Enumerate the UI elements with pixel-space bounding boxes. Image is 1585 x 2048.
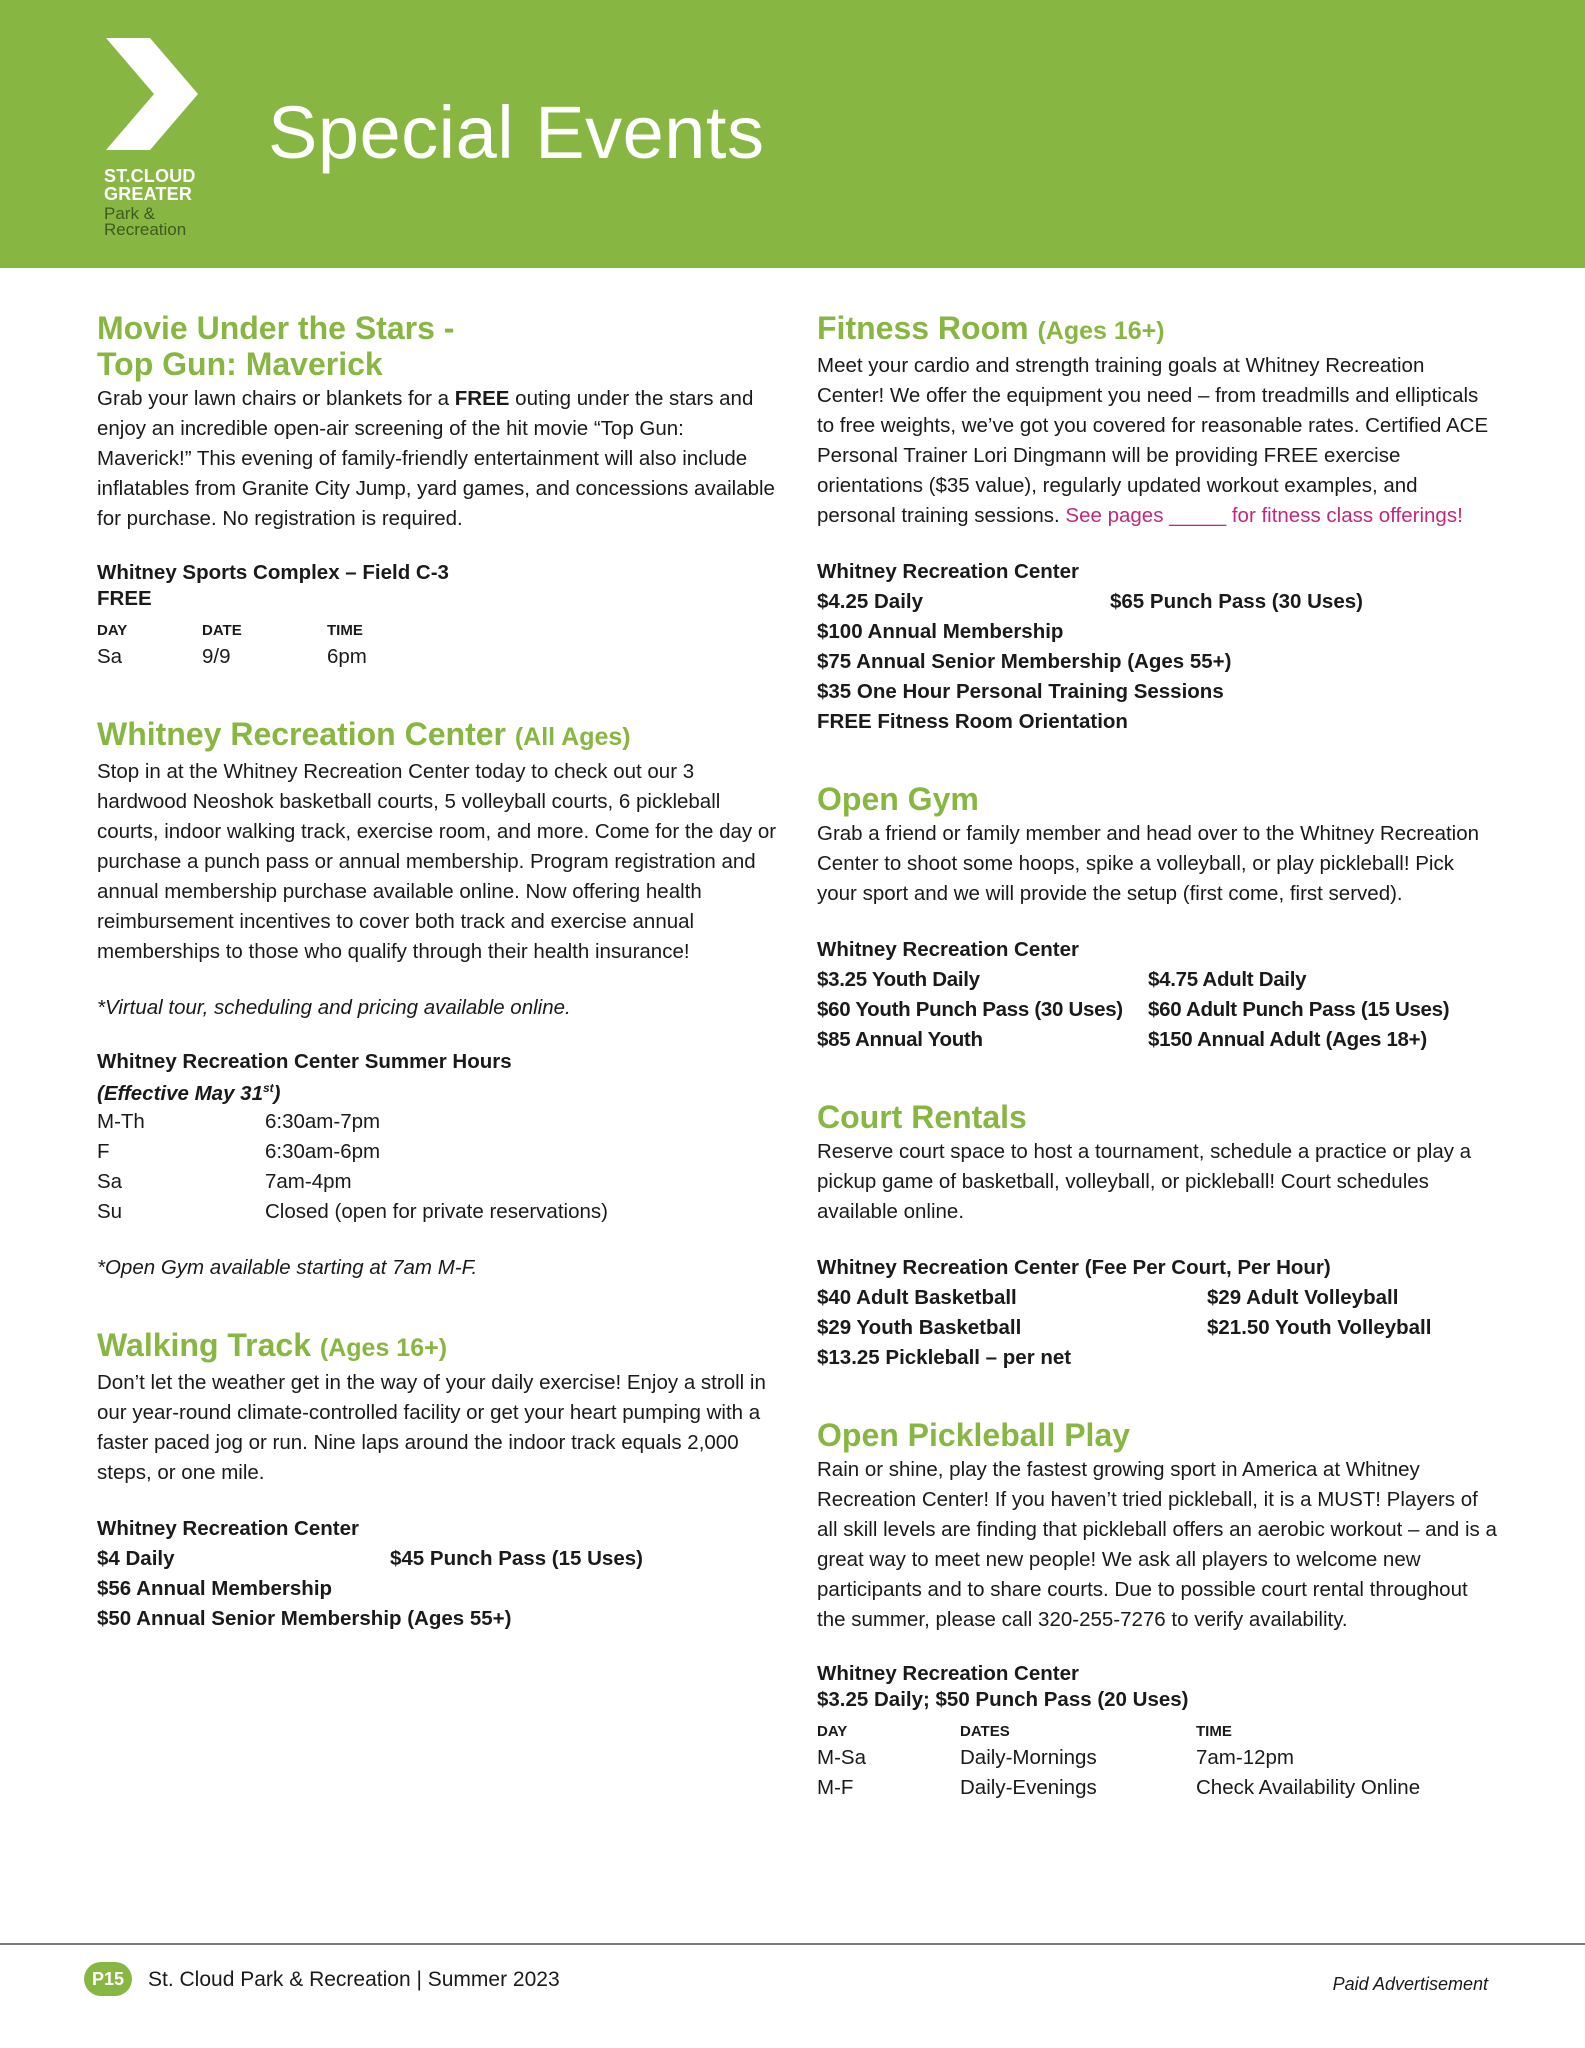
page-title: Special Events [268, 91, 765, 174]
hours-effective-pre: (Effective May 31 [97, 1081, 263, 1105]
header-date: DATE [202, 622, 242, 639]
hours-effective-post: ) [273, 1081, 281, 1105]
court-section [817, 1099, 1497, 1373]
walking-body: Don’t let the weather get in the way of your daily exercise! Enjoy a stroll in our year-round climate-controlled facility or get your heart pumping with a faster paced jog or run. Nine laps around the indoor track equals 2,000 steps, or one mile. [97, 1370, 766, 1484]
rec-center-note-virtual-tour: *Virtual tour, scheduling and pricing available online. [97, 996, 571, 1019]
open-gym-title: Open Gym [817, 781, 979, 817]
footer-divider [0, 1943, 1585, 1945]
court-price: $40 Adult Basketball [817, 1286, 1017, 1309]
movie-day: Sa [97, 645, 123, 668]
hours-time: Closed (open for private reservations) [265, 1199, 608, 1223]
walking-section [97, 1327, 777, 1634]
open-gym-info [817, 935, 1497, 1055]
header-day: DAY [97, 622, 128, 639]
rec-center-title [97, 716, 777, 755]
logo-text-recreation: Recreation [104, 220, 187, 239]
court-info [817, 1253, 1497, 1373]
hours-effective-sup: st [262, 1081, 274, 1095]
header-time: TIME [1196, 1723, 1232, 1740]
walking-location: Whitney Recreation Center [97, 1516, 359, 1540]
open-gym-price: $60 Youth Punch Pass (30 Uses) [817, 998, 1123, 1021]
chevron-logo-icon [100, 36, 200, 156]
header-time: TIME [327, 622, 363, 639]
pickleball-info [817, 1661, 1497, 1803]
pickleball-time: Check Availability Online [1196, 1776, 1421, 1799]
fitness-orientation: FREE Fitness Room Orientation [817, 710, 1128, 733]
movie-location: Whitney Sports Complex – Field C-3 [97, 561, 449, 584]
rec-center-title-text: Whitney Recreation Center [97, 716, 506, 752]
movie-schedule-row [97, 642, 777, 672]
open-gym-body: Grab a friend or family member and head over to the Whitney Recreation Center to shoot some hoops, spike a volleyball, or play pickleball! Pick your sport and we will provide the setup (first come, first served). [817, 822, 1480, 905]
walking-title [97, 1327, 777, 1366]
left-column [97, 310, 777, 1678]
pickleball-section [817, 1417, 1497, 1803]
page-number-badge: P15 [84, 1962, 132, 1996]
pickleball-schedule-row [817, 1773, 1497, 1803]
court-title: Court Rentals [817, 1099, 1027, 1135]
movie-title [97, 310, 777, 382]
hours-day: M-Th [97, 1109, 145, 1133]
st-cloud-logo [100, 36, 230, 246]
pickleball-title: Open Pickleball Play [817, 1417, 1131, 1453]
movie-title-line1: Movie Under the Stars - [97, 310, 455, 346]
rec-center-note-open-gym: *Open Gym available starting at 7am M-F. [97, 1255, 478, 1279]
pickleball-dates: Daily-Evenings [960, 1776, 1097, 1799]
court-price: $29 Youth Basketball [817, 1316, 1022, 1339]
court-price: $29 Adult Volleyball [1207, 1286, 1399, 1309]
walking-title-text: Walking Track [97, 1326, 311, 1363]
walking-senior: $50 Annual Senior Membership (Ages 55+) [97, 1606, 512, 1630]
fitness-location: Whitney Recreation Center [817, 560, 1079, 583]
rec-center-ages: (All Ages) [514, 723, 631, 751]
hours-row [97, 1107, 777, 1137]
fitness-class-link[interactable]: See pages _____ for fitness class offerings! [1065, 504, 1463, 527]
movie-date: 9/9 [202, 645, 231, 668]
movie-info [97, 560, 777, 672]
movie-body-post: outing under the stars and enjoy an incredible open-air screening of the hit movie “Top Gun: Maverick!” This evening of family-friendly entertainment will also include inflatables from Granite City Jump, yard games, and concessions available for purchase. No registration is required. [97, 387, 775, 530]
rec-center-body: Stop in at the Whitney Recreation Center today to check out our 3 hardwood Neoshok basketball courts, 5 volleyball courts, 6 pickleball courts, indoor walking track, exercise room, and more. Come for the day or purchase a punch pass or annual membership. Program registration and annual membership purchase available online. Now offering health reimbursement incentives to cover both track and exercise annual memberships to those who qualify through their health insurance! [97, 760, 777, 963]
logo-text-park: Park & [104, 204, 156, 223]
pickleball-dates: Daily-Mornings [960, 1746, 1097, 1769]
hours-time: 6:30am-7pm [265, 1109, 381, 1133]
hours-day: F [97, 1139, 110, 1163]
fitness-body-text: Meet your cardio and strength training goals at Whitney Recreation Center! We offer the equipment you need – from treadmills and ellipticals to free weights, we’ve got you covered for reasonable rates. Certified ACE Personal Trainer Lori Dingmann will be providing FREE exercise orientations ($35 value), regularly updated workout examples, and personal training sessions. [817, 354, 1489, 527]
rec-center-section [97, 716, 777, 1283]
logo-text-greater: GREATER [104, 184, 193, 204]
open-gym-price: $85 Annual Youth [817, 1028, 983, 1051]
hours-day: Sa [97, 1169, 123, 1193]
movie-title-line2: Top Gun: Maverick [97, 346, 383, 382]
movie-time: 6pm [327, 645, 367, 668]
walking-ages: (Ages 16+) [319, 1333, 448, 1362]
court-price-row [817, 1283, 1497, 1313]
fitness-ages: (Ages 16+) [1037, 317, 1165, 345]
header-dates: DATES [960, 1723, 1010, 1740]
movie-section [97, 310, 777, 672]
pickleball-schedule-row [817, 1743, 1497, 1773]
pickleball-day: M-Sa [817, 1746, 866, 1769]
pickleball-time: 7am-12pm [1196, 1746, 1294, 1769]
court-location: Whitney Recreation Center (Fee Per Court, Per Hour) [817, 1256, 1331, 1279]
open-gym-price: $3.25 Youth Daily [817, 968, 980, 991]
walking-punch: $45 Punch Pass (15 Uses) [390, 1546, 643, 1570]
open-gym-section [817, 781, 1497, 1055]
movie-price: FREE [97, 587, 152, 610]
open-gym-price: $150 Annual Adult (Ages 18+) [1148, 1028, 1427, 1051]
walking-info [97, 1514, 777, 1634]
pickleball-location: Whitney Recreation Center [817, 1662, 1079, 1685]
walking-annual: $56 Annual Membership [97, 1576, 333, 1600]
hours-row [97, 1167, 777, 1197]
fitness-annual: $100 Annual Membership [817, 620, 1064, 643]
rec-center-hours [97, 1049, 777, 1227]
hours-time: 6:30am-6pm [265, 1139, 381, 1163]
footer-publication: St. Cloud Park & Recreation | Summer 2023 [148, 1968, 560, 1991]
movie-body-free: FREE [454, 387, 510, 410]
movie-schedule-header [97, 620, 777, 642]
logo-text-stcloud: ST.CLOUD [104, 166, 196, 186]
fitness-section [817, 310, 1497, 737]
court-price-row [817, 1313, 1497, 1343]
hours-day: Su [97, 1199, 123, 1223]
court-pickleball-price: $13.25 Pickleball – per net [817, 1346, 1072, 1369]
hours-time: 7am-4pm [265, 1169, 352, 1193]
header-banner [0, 0, 1585, 268]
court-body: Reserve court space to host a tournament, schedule a practice or play a pickup game of basketball, volleyball, or pickleball! Court schedules available online. [817, 1140, 1472, 1223]
hours-row [97, 1197, 777, 1227]
walking-daily: $4 Daily [97, 1546, 175, 1570]
fitness-daily: $4.25 Daily [817, 590, 923, 613]
fitness-price-row [817, 587, 1497, 617]
open-gym-price-row [817, 965, 1497, 995]
movie-body [97, 384, 777, 534]
court-price: $21.50 Youth Volleyball [1207, 1316, 1432, 1339]
fitness-senior: $75 Annual Senior Membership (Ages 55+) [817, 650, 1232, 673]
right-column [817, 310, 1497, 1847]
header-day: DAY [817, 1723, 848, 1740]
fitness-body [817, 351, 1497, 531]
walking-price-row [97, 1544, 777, 1574]
open-gym-location: Whitney Recreation Center [817, 938, 1079, 961]
hours-row [97, 1137, 777, 1167]
open-gym-price-row [817, 1025, 1497, 1055]
pickleball-body: Rain or shine, play the fastest growing sport in America at Whitney Recreation Center! If you haven’t tried pickleball, it is a MUST! Players of all skill levels are finding that pickleball offers an aerobic workout – and is a great way to meet new people! We ask all players to welcome new participants and to share courts. Due to possible court rental throughout the summer, please call 320-255-7276 to verify availability. [817, 1458, 1497, 1631]
open-gym-price-row [817, 995, 1497, 1025]
footer-paid-advertisement: Paid Advertisement [1332, 1974, 1488, 1994]
movie-body-pre: Grab your lawn chairs or blankets for a [97, 387, 455, 410]
fitness-title [817, 310, 1497, 349]
hours-title: Whitney Recreation Center Summer Hours [97, 1050, 512, 1073]
open-gym-price: $60 Adult Punch Pass (15 Uses) [1148, 998, 1450, 1021]
fitness-punch: $65 Punch Pass (30 Uses) [1110, 590, 1363, 613]
open-gym-price: $4.75 Adult Daily [1148, 968, 1307, 991]
pickleball-day: M-F [817, 1776, 854, 1799]
hours-effective [97, 1075, 777, 1107]
fitness-info [817, 557, 1497, 737]
pickleball-schedule-header [817, 1721, 1497, 1743]
fitness-training: $35 One Hour Personal Training Sessions [817, 680, 1224, 703]
fitness-title-text: Fitness Room [817, 310, 1029, 346]
pickleball-price: $3.25 Daily; $50 Punch Pass (20 Uses) [817, 1688, 1189, 1711]
